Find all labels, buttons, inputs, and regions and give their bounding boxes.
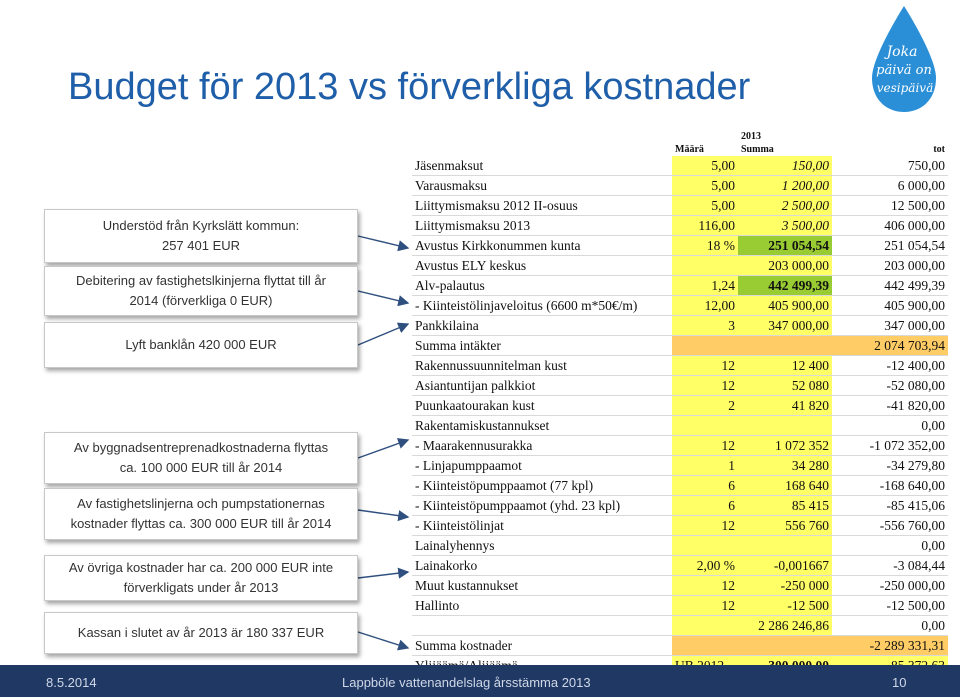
row-tot: -52 080,00 [832,376,948,396]
table-row [412,216,948,236]
row-summa: -12 500 [738,596,832,616]
row-label: - Kiinteistöpumppaamot (77 kpl) [412,476,672,496]
slide-title: Budget för 2013 vs förverkliga kostnader [68,66,751,108]
footer-bar [0,665,960,697]
row-maara: 3 [672,316,738,336]
row-label: Avustus Kirkkonummen kunta [412,236,672,256]
row-summa: 150,00 [738,156,832,176]
row-tot: 6 000,00 [832,176,948,196]
arrow-4 [358,440,408,458]
header-year: 2013 [738,130,832,143]
row-summa [738,636,832,656]
table-row [412,256,948,276]
row-label: Puunkaatourakan kust [412,396,672,416]
row-maara: 12 [672,356,738,376]
row-tot: 750,00 [832,156,948,176]
row-summa: 52 080 [738,376,832,396]
row-maara: 1,24 [672,276,738,296]
row-summa: 85 415 [738,496,832,516]
row-maara: 12 [672,576,738,596]
row-summa: 347 000,00 [738,316,832,336]
row-maara [672,536,738,556]
callout-other-costs: Av övriga kostnader har ca. 200 000 EUR inte förverkligats under år 2013 [44,555,358,601]
table-row [412,436,948,456]
row-tot: 406 000,00 [832,216,948,236]
row-maara: 1 [672,456,738,476]
header-summa: Summa [738,143,832,156]
water-drop-logo [868,4,940,116]
row-label: Jäsenmaksut [412,156,672,176]
row-label: Avustus ELY keskus [412,256,672,276]
row-maara: 5,00 [672,156,738,176]
budget-table-body [412,156,948,676]
table-row [412,636,948,656]
row-maara: 12 [672,596,738,616]
row-summa: 1 072 352 [738,436,832,456]
row-tot: -2 289 331,31 [832,636,948,656]
row-maara: 6 [672,496,738,516]
row-tot: -34 279,80 [832,456,948,476]
table-row [412,196,948,216]
row-maara: 5,00 [672,176,738,196]
table-row [412,156,948,176]
table-row [412,576,948,596]
row-label: Varausmaksu [412,176,672,196]
table-row [412,336,948,356]
row-tot: 442 499,39 [832,276,948,296]
row-label: Lainakorko [412,556,672,576]
row-tot: 203 000,00 [832,256,948,276]
table-row [412,236,948,256]
table-row [412,376,948,396]
row-summa: -250 000 [738,576,832,596]
row-label: Liittymismaksu 2012 II-osuus [412,196,672,216]
row-tot: 0,00 [832,616,948,636]
footer-page-number: 10 [892,675,907,690]
table-row [412,356,948,376]
table-row [412,276,948,296]
row-tot: 251 054,54 [832,236,948,256]
budget-spreadsheet [412,130,945,676]
row-label: Summa kostnader [412,636,672,656]
row-maara [672,256,738,276]
table-row [412,596,948,616]
logo-text-3: vesipäivä [876,81,934,95]
row-tot: 405 900,00 [832,296,948,316]
row-summa: 251 054,54 [738,236,832,256]
row-maara: 6 [672,476,738,496]
row-tot: -41 820,00 [832,396,948,416]
budget-table [412,130,948,156]
header-maara: Määrä [672,143,738,156]
row-tot: 2 074 703,94 [832,336,948,356]
callout-property-line-billing: Debitering av fastighetslkinjerna flyttat till år 2014 (förverkliga 0 EUR) [44,266,358,316]
row-label: Rakentamiskustannukset [412,416,672,436]
row-summa: 41 820 [738,396,832,416]
row-label: Liittymismaksu 2013 [412,216,672,236]
footer-date: 8.5.2014 [46,675,97,690]
logo-text-2: päivä on [876,63,932,78]
row-maara: 12 [672,516,738,536]
row-label: - Maarakennusurakka [412,436,672,456]
row-label: - Kiinteistölinjaveloitus (6600 m*50€/m) [412,296,672,316]
row-tot: -85 415,06 [832,496,948,516]
row-maara: 18 % [672,236,738,256]
row-maara [672,616,738,636]
row-tot: -556 760,00 [832,516,948,536]
arrow-1 [358,236,408,248]
row-label: - Kiinteistölinjat [412,516,672,536]
callout-kyrkslatt-grant: Understöd från Kyrkslätt kommun: 257 401 EUR [44,209,358,263]
row-tot: 347 000,00 [832,316,948,336]
arrow-2 [358,291,408,303]
arrow-3 [358,324,408,345]
callout-cash-end: Kassan i slutet av år 2013 är 180 337 EUR [44,612,358,654]
table-row [412,296,948,316]
table-row [412,316,948,336]
row-summa [738,536,832,556]
row-summa [738,416,832,436]
row-tot: -3 084,44 [832,556,948,576]
callout-pump-stations: Av fastighetslinjerna och pumpstationernas kostnader flyttas ca. 300 000 EUR till år 2014 [44,488,358,540]
row-summa: 2 500,00 [738,196,832,216]
row-tot: -12 400,00 [832,356,948,376]
table-row [412,396,948,416]
row-summa: 203 000,00 [738,256,832,276]
row-maara: 12 [672,376,738,396]
row-summa: 2 286 246,86 [738,616,832,636]
row-summa [738,336,832,356]
arrow-5 [358,510,408,517]
table-row [412,556,948,576]
callout-bank-loan: Lyft banklån 420 000 EUR [44,322,358,368]
row-maara [672,416,738,436]
row-label: - Kiinteistöpumppaamot (yhd. 23 kpl) [412,496,672,516]
row-summa: 3 500,00 [738,216,832,236]
row-maara [672,636,738,656]
row-label: Pankkilaina [412,316,672,336]
row-tot: -12 500,00 [832,596,948,616]
logo-text-1: Joka [886,44,918,60]
row-maara [672,336,738,356]
row-summa: 405 900,00 [738,296,832,316]
row-tot: 0,00 [832,416,948,436]
row-label: - Linjapumppaamot [412,456,672,476]
row-summa: -0,001667 [738,556,832,576]
table-row [412,616,948,636]
row-label: Summa intäkter [412,336,672,356]
row-maara: 2 [672,396,738,416]
table-row [412,476,948,496]
row-summa: 12 400 [738,356,832,376]
row-maara: 12 [672,436,738,456]
row-maara: 5,00 [672,196,738,216]
table-row [412,536,948,556]
table-row [412,456,948,476]
table-header-columns [412,143,948,156]
row-summa: 168 640 [738,476,832,496]
row-maara: 116,00 [672,216,738,236]
table-row [412,496,948,516]
row-label: Alv-palautus [412,276,672,296]
row-summa: 442 499,39 [738,276,832,296]
row-summa: 556 760 [738,516,832,536]
footer-event: Lappböle vattenandelslag årsstämma 2013 [342,675,591,690]
row-label: Muut kustannukset [412,576,672,596]
table-row [412,516,948,536]
arrow-7 [358,632,408,648]
table-row [412,176,948,196]
row-label [412,616,672,636]
row-tot: -250 000,00 [832,576,948,596]
row-maara: 12,00 [672,296,738,316]
table-row [412,416,948,436]
arrow-6 [358,572,408,578]
callout-construction-costs: Av byggnadsentreprenadkostnaderna flyttas ca. 100 000 EUR till år 2014 [44,432,358,484]
row-label: Hallinto [412,596,672,616]
row-label: Rakennussuunnitelman kust [412,356,672,376]
row-summa: 1 200,00 [738,176,832,196]
row-tot: 0,00 [832,536,948,556]
row-tot: 12 500,00 [832,196,948,216]
row-maara: 2,00 % [672,556,738,576]
row-summa: 34 280 [738,456,832,476]
row-tot: -1 072 352,00 [832,436,948,456]
row-tot: -168 640,00 [832,476,948,496]
row-label: Asiantuntijan palkkiot [412,376,672,396]
table-header-year [412,130,948,143]
row-label: Lainalyhennys [412,536,672,556]
header-tot: tot [832,143,948,156]
